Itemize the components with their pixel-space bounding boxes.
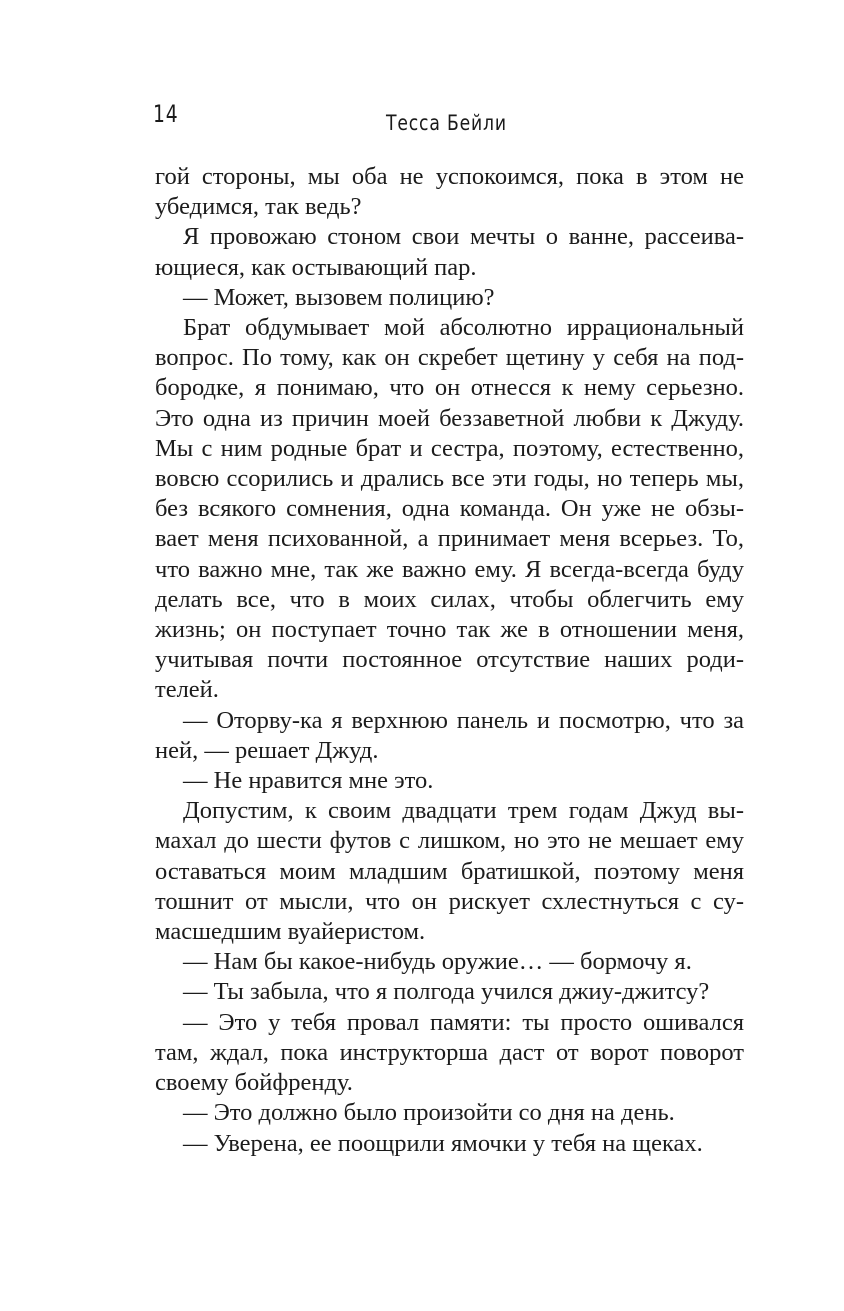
paragraph: — Это должно было произойти со дня на день.	[183, 1099, 675, 1127]
paragraph: — Может, вызовем полицию?	[183, 283, 495, 311]
paragraph: — Не нравится мне это.	[183, 767, 434, 795]
paragraph: — Уверена, ее поощрили ямочки у тебя на щеках.	[183, 1129, 703, 1157]
paragraph: Допустим, к своим двадцати трем годам Джуд вымахал до шести футов с лишком, но это не мешает ему оставаться моим младшим братишкой, поэтому меня тошнит от мысли, что он рискует схлестнуться с сумасшедшим вуайеристом.	[155, 797, 744, 946]
paragraph: — Нам бы какое-нибудь оружие… — бормочу я.	[183, 948, 692, 976]
running-head-author: Тесса Бейли	[386, 111, 507, 135]
paragraph: гой стороны, мы оба не успокоимся, пока в этом не убедимся, так ведь?	[155, 163, 744, 221]
paragraph: Я провожаю стоном свои мечты о ванне, рассеивающиеся, как остывающий пар.	[155, 223, 744, 281]
page-number: 14	[153, 100, 179, 128]
paragraph: Брат обдумывает мой абсолютно иррациональный вопрос. По тому, как он скребет щетину у себя на подбородке, я понимаю, что он отнесся к нему серьезно. Это одна из причин моей беззаветной любви к Джуду. Мы с ним родные брат и сестра, поэтому, естественно, вовсю ссорились и дрались все эти годы, но теперь мы, без всякого сомнения, одна команда. Он уже не обзывает меня психованной, а принимает меня всерьез. То, что важно мне, так же важно ему. Я всегда-всегда буду делать все, что в моих силах, чтобы облегчить ему жизнь; он поступает точно так же в отношении меня, учитывая почти постоянное отсутствие наших родителей.	[155, 314, 744, 704]
paragraph: — Это у тебя провал памяти: ты просто ошивался там, ждал, пока инструкторша даст от ворот поворот своему бойфренду.	[155, 1008, 744, 1097]
body-text	[155, 162, 744, 1159]
paragraph: — Ты забыла, что я полгода учился джиу-джитсу?	[183, 978, 710, 1006]
paragraph: — Оторву-ка я верхнюю панель и посмотрю, что за ней, — решает Джуд.	[155, 706, 744, 764]
